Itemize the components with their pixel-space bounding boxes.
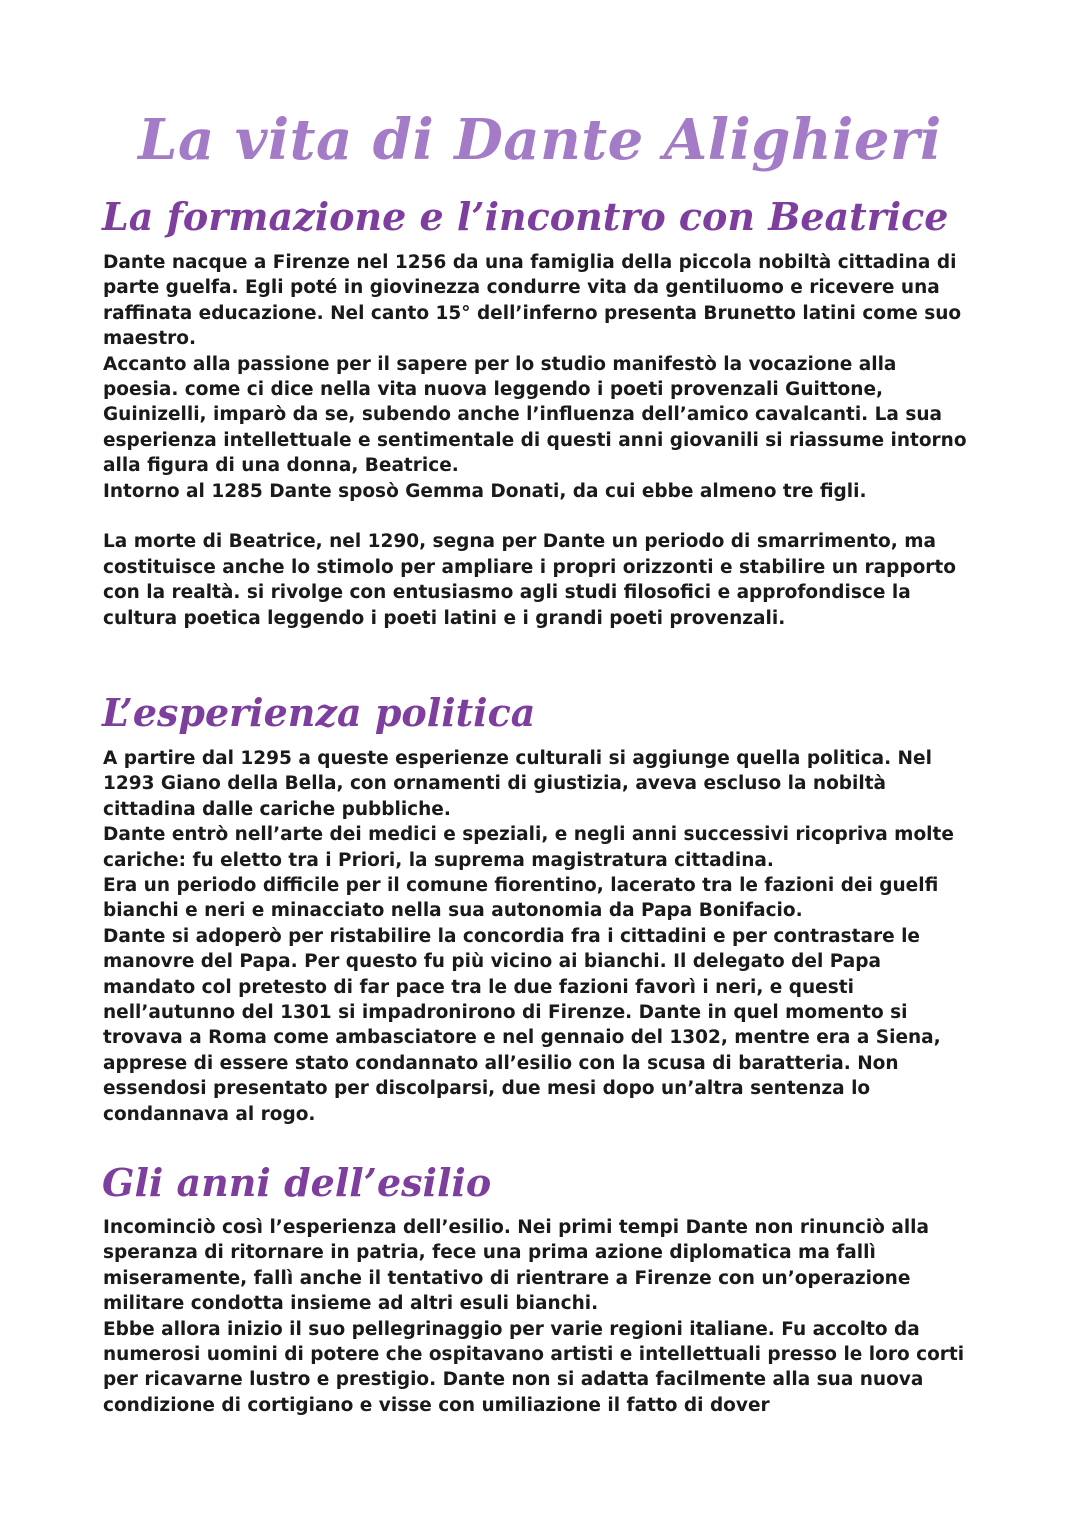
paragraph: Accanto alla passione per il sapere per lo studio manifestò la vocazione alla poesia. come ci dice nella vita nuova leggendo i poeti provenzali Guittone, Guinizelli, imparò da se, subendo anche l’influenza dell’amico cavalcanti. La sua esperienza intellettuale e sentimentale di questi anni giovanili si riassume intorno alla figura di una donna, Beatrice. [103, 353, 967, 477]
section-heading-politica: L’esperienza politica [102, 690, 536, 735]
paragraph: Era un periodo difficile per il comune fiorentino, lacerato tra le fazioni dei guelfi bianchi e neri e minacciato nella sua autonomia da Papa Bonifacio. [103, 875, 939, 922]
paragraph: Dante nacque a Firenze nel 1256 da una famiglia della piccola nobiltà cittadina di parte guelfa. Egli poté in giovinezza condurre vita da gentiluomo e ricevere una raffinata educazione. Nel canto 15° dell’inferno presenta Brunetto latini come suo maestro. [103, 252, 962, 350]
section-heading-formazione: La formazione e l’incontro con Beatrice [102, 194, 949, 239]
paragraph: Dante si adoperò per ristabilire la concordia fra i cittadini e per contrastare le manovre del Papa. Per questo fu più vicino ai bianchi. Il delegato del Papa mandato col pretesto di far pace tra le due fazioni favorì i neri, e questi nell’autunno del 1301 si impadronirono di Firenze. Dante in quel momento si trovava a Roma come ambasciatore e nel gennaio del 1302, mentre era a Siena, apprese di essere stato condannato all’esilio con la scusa di baratteria. Non essendosi presentato per discolparsi, due mesi dopo un’altra sentenza lo condannava al rogo. [103, 925, 941, 1125]
paragraph: Dante entrò nell’arte dei medici e speziali, e negli anni successivi ricopriva molte cariche: fu eletto tra i Priori, la suprema magistratura cittadina. [103, 824, 954, 871]
section-heading-esilio: Gli anni dell’esilio [102, 1160, 492, 1205]
section-body-formazione [103, 250, 973, 631]
paragraph: Incominciò così l’esperienza dell’esilio. Nei primi tempi Dante non rinunciò alla speranza di ritornare in patria, fece una prima azione diplomatica ma fallì miseramente, fallì anche il tentativo di rientrare a Firenze con un’operazione militare condotta insieme ad altri esuli bianchi. [103, 1217, 929, 1315]
paragraph-spacer [103, 504, 973, 529]
paragraph: A partire dal 1295 a queste esperienze culturali si aggiunge quella politica. Nel 1293 Giano della Bella, con ornamenti di giustizia, aveva escluso la nobiltà cittadina dalle cariche pubbliche. [103, 748, 932, 820]
section-body-esilio [103, 1215, 973, 1418]
section-body-politica [103, 746, 973, 1127]
paragraph: Intorno al 1285 Dante sposò Gemma Donati, da cui ebbe almeno tre figli. [103, 480, 867, 502]
page-title: La vita di Dante Alighieri [138, 107, 942, 173]
paragraph: La morte di Beatrice, nel 1290, segna per Dante un periodo di smarrimento, ma costituisce anche lo stimolo per ampliare i propri orizzonti e stabilire un rapporto con la realtà. si rivolge con entusiasmo agli studi filosofici e approfondisce la cultura poetica leggendo i poeti latini e i grandi poeti provenzali. [103, 531, 956, 629]
paragraph: Ebbe allora inizio il suo pellegrinaggio per varie regioni italiane. Fu accolto da numerosi uomini di potere che ospitavano artisti e intellettuali presso le loro corti per ricavarne lustro e prestigio. Dante non si adatta facilmente alla sua nuova condizione di cortigiano e visse con umiliazione il fatto di dover [103, 1318, 965, 1416]
